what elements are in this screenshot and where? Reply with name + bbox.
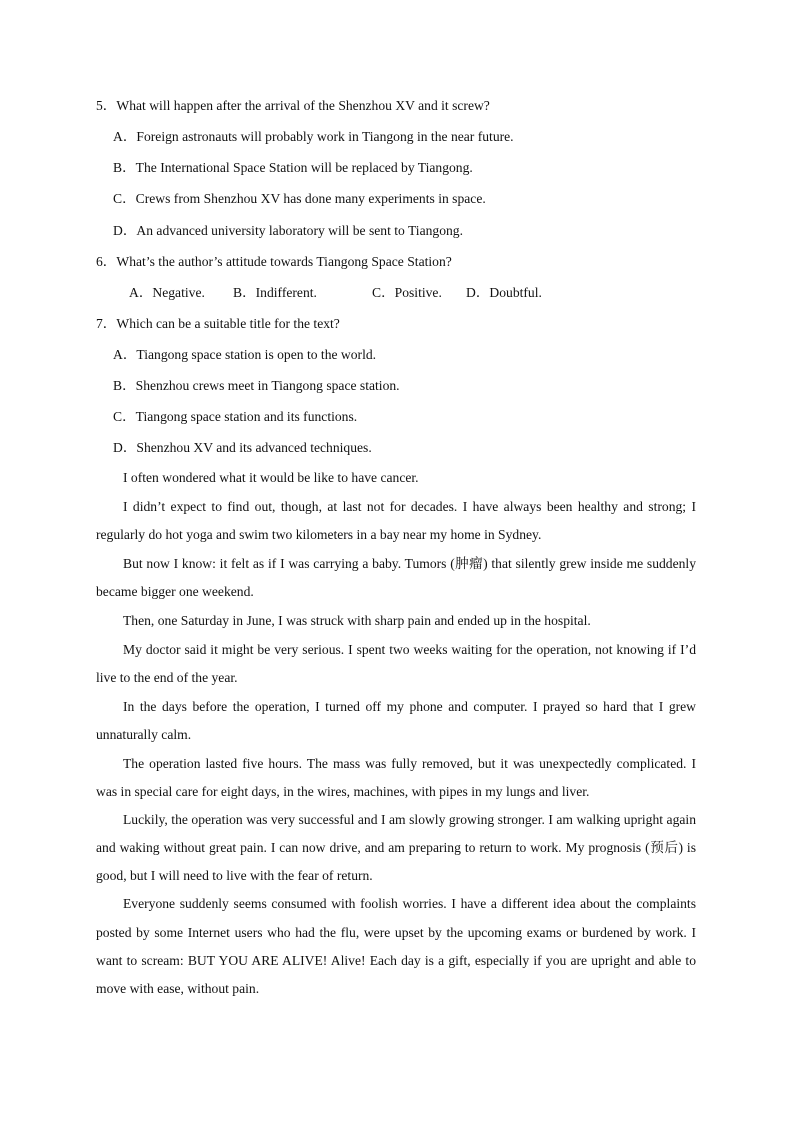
passage-paragraph: In the days before the operation, I turned off my phone and computer. I prayed so hard that I grew unnaturally calm. — [96, 698, 696, 743]
passage-paragraph: Everyone suddenly seems consumed with foolish worries. I have a different idea about the complaints posted by some Internet users who had the flu, were upset by the upcoming exams or burdened by work. I want to scream: BUT YOU ARE ALIVE! Alive! Each day is a gift, especially if you are upright and able to move with ease, without pain. — [96, 896, 696, 996]
question-6-options — [129, 285, 542, 301]
question-6-stem: 6．What’s the author’s attitude towards Tiangong Space Station? — [96, 254, 452, 269]
question-7-option-b: B．Shenzhou crews meet in Tiangong space station. — [113, 378, 400, 393]
question-7-stem: 7．Which can be a suitable title for the text? — [96, 316, 340, 331]
passage-paragraph: But now I know: it felt as if I was carrying a baby. Tumors (肿瘤) that silently grew inside me suddenly became bigger one weekend. — [96, 555, 696, 600]
question-7-option-d: D．Shenzhou XV and its advanced techniques. — [113, 440, 372, 455]
passage — [96, 464, 696, 1003]
passage-paragraph: My doctor said it might be very serious. I spent two weeks waiting for the operation, not knowing if I’d live to the end of the year. — [96, 641, 696, 686]
question-5-option-d: D．An advanced university laboratory will be sent to Tiangong. — [113, 223, 463, 238]
question-7-option-c: C．Tiangong space station and its functions. — [113, 409, 358, 424]
passage-paragraph: Luckily, the operation was very successful and I am slowly growing stronger. I am walking upright again and waking without great pain. I can now drive, and am preparing to return to work. My prognosis (预后) is good, but I will need to live with the fear of return. — [96, 812, 696, 884]
question-5-option-c: C．Crews from Shenzhou XV has done many experiments in space. — [113, 191, 486, 206]
question-6-option-b: B．Indifferent. — [233, 285, 317, 300]
question-6-option-d: D．Doubtful. — [466, 285, 542, 300]
question-5-option-a: A．Foreign astronauts will probably work in Tiangong in the near future. — [113, 129, 514, 144]
passage-paragraph: I didn’t expect to find out, though, at last not for decades. I have always been healthy and strong; I regularly do hot yoga and swim two kilometers in a bay near my home in Sydney. — [96, 498, 696, 543]
question-6-option-c: C．Positive. — [372, 285, 442, 300]
question-6-option-a: A．Negative. — [129, 285, 205, 300]
question-5-option-b: B．The International Space Station will be replaced by Tiangong. — [113, 160, 473, 175]
passage-paragraph: The operation lasted five hours. The mass was fully removed, but it was unexpectedly complicated. I was in special care for eight days, in the wires, machines, with pipes in my lungs and liver. — [96, 755, 696, 800]
question-5-stem: 5．What will happen after the arrival of the Shenzhou XV and it screw? — [96, 98, 490, 113]
passage-paragraph: Then, one Saturday in June, I was struck with sharp pain and ended up in the hospital. — [123, 612, 591, 628]
passage-paragraph: I often wondered what it would be like to have cancer. — [123, 470, 419, 485]
question-7-option-a: A．Tiangong space station is open to the world. — [113, 347, 377, 362]
